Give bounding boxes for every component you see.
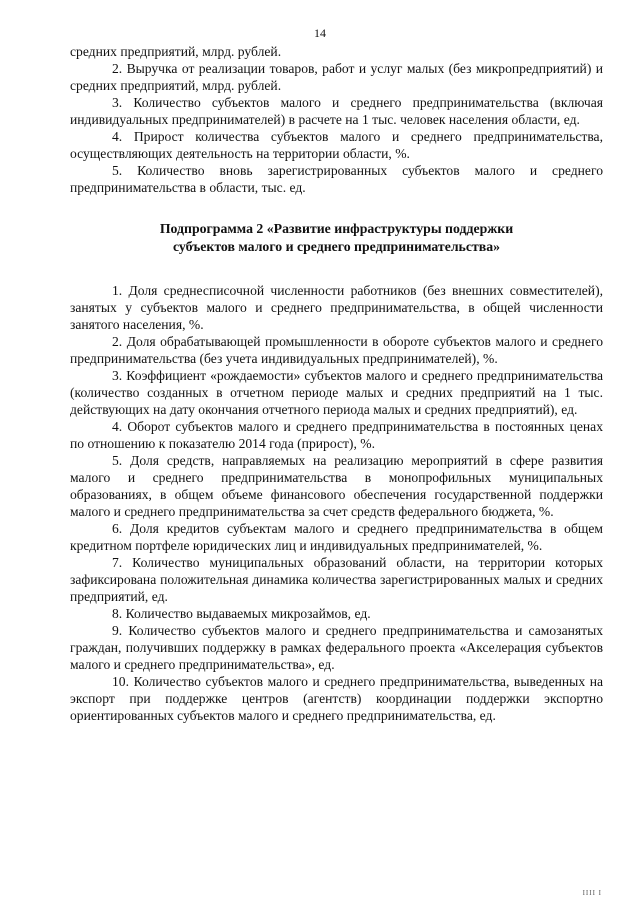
indicator-item: 9. Количество субъектов малого и среднего предпринимательства и самозанятых граждан, получивших поддержку в рамках федерального проекта «Акселерация субъектов малого и среднего предпринимательства», ед.	[70, 623, 603, 672]
page-number: 14	[314, 26, 326, 40]
indicator-item: 7. Количество муниципальных образований области, на территории которых зафиксирована положительная динамика количества зарегистрированных малых и средних предприятий, ед.	[70, 555, 603, 604]
subprogram-heading-line-2: субъектов малого и среднего предпринимательства»	[172, 239, 500, 254]
indicator-item: 4. Прирост количества субъектов малого и среднего предпринимательства, осуществляющих деятельность на территории области, %.	[70, 129, 603, 161]
footer-mark: ІІІІ І	[582, 889, 602, 897]
document-body	[70, 43, 603, 724]
indicator-item: 2. Доля обрабатывающей промышленности в обороте субъектов малого и среднего предпринимательства (без учета индивидуальных предпринимателей), %.	[70, 334, 603, 366]
indicator-item: 3. Коэффициент «рождаемости» субъектов малого и среднего предпринимательства (количество созданных в отчетном периоде малых и средних предприятий на 1 тыс. действующих на дату окончания отчетного периода малых и средних предприятий), ед.	[70, 368, 603, 417]
paragraph-continuation: средних предприятий, млрд. рублей.	[70, 44, 282, 59]
indicator-item: 10. Количество субъектов малого и среднего предпринимательства, выведенных на экспорт при поддержке центров (агентств) координации поддержки экспортно ориентированных субъектов малого и среднего предпринимательства, ед.	[70, 674, 603, 723]
indicator-item: 1. Доля среднесписочной численности работников (без внешних совместителей), занятых у субъектов малого и среднего предпринимательства, в общей численности занятого населения, %.	[70, 283, 603, 332]
indicator-item: 6. Доля кредитов субъектам малого и среднего предпринимательства в общем кредитном портфеле юридических лиц и индивидуальных предпринимателей, %.	[70, 521, 603, 553]
indicator-item: 8. Количество выдаваемых микрозаймов, ед.	[112, 606, 371, 621]
indicator-item: 3. Количество субъектов малого и среднего предпринимательства (включая индивидуальных предпринимателей) в расчете на 1 тыс. человек населения области, ед.	[70, 95, 603, 127]
indicator-item: 2. Выручка от реализации товаров, работ и услуг малых (без микропредприятий) и средних предприятий, млрд. рублей.	[70, 61, 603, 93]
indicator-item: 5. Количество вновь зарегистрированных субъектов малого и среднего предпринимательства в области, тыс. ед.	[70, 163, 603, 195]
indicator-item: 5. Доля средств, направляемых на реализацию мероприятий в сфере развития малого и среднего предпринимательства в монопрофильных муниципальных образованиях, в общем объеме финансового обеспечения государственной поддержки малого и среднего предпринимательства за счет средств федерального бюджета, %.	[70, 453, 603, 519]
subprogram-heading-line-1: Подпрограмма 2 «Развитие инфраструктуры поддержки	[159, 221, 514, 236]
subprogram-heading	[70, 220, 603, 256]
indicator-item: 4. Оборот субъектов малого и среднего предпринимательства в постоянных ценах по отношению к показателю 2014 года (прирост), %.	[70, 419, 603, 451]
